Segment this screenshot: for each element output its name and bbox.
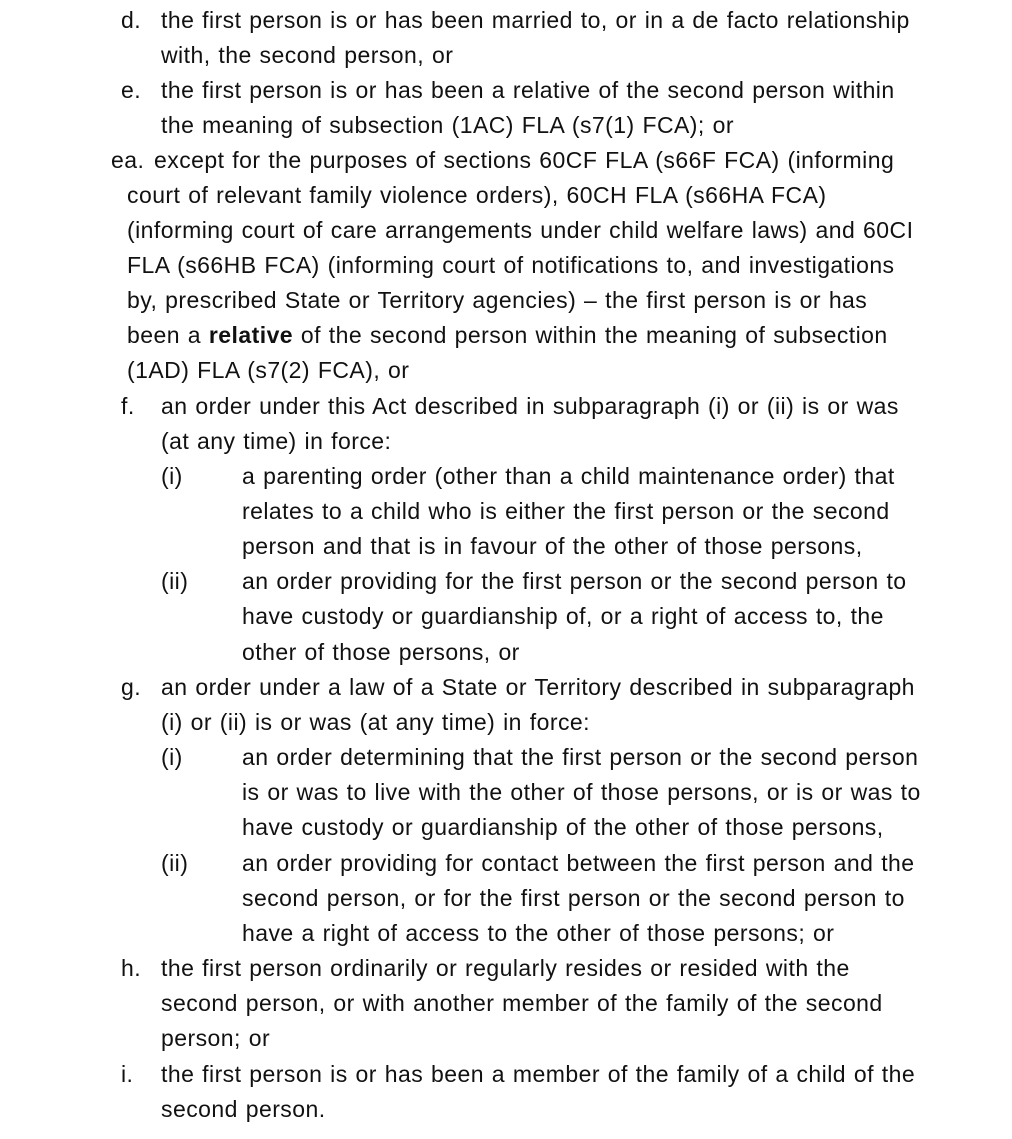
item-text-line: the meaning of subsection (1AC) FLA (s7(1) FCA); or [161, 112, 734, 138]
subitem-marker: (i) [161, 744, 183, 770]
item-text-line: (at any time) in force: [161, 428, 392, 454]
subitem-text-line: second person, or for the first person or the second person to [242, 885, 905, 911]
item-text-line: (i) or (ii) is or was (at any time) in force: [161, 709, 590, 735]
defined-term-relative: relative [208, 322, 294, 348]
subitem-text-line: an order determining that the first person or the second person [242, 744, 919, 770]
item-text-line: the first person is or has been a relative of the second person within [161, 77, 895, 103]
item-text-line: the first person is or has been married to, or in a de facto relationship [161, 7, 910, 33]
subitem-marker: (ii) [161, 568, 189, 594]
subitem-text-line: have custody or guardianship of, or a right of access to, the [242, 603, 884, 629]
subitem-text-line: have custody or guardianship of the other of those persons, [242, 814, 884, 840]
subitem-text-line: have a right of access to the other of those persons; or [242, 920, 835, 946]
item-text-line: (informing court of care arrangements under child welfare laws) and 60CI [127, 217, 914, 243]
item-text-line [127, 318, 888, 353]
item-text-line: second person. [161, 1096, 326, 1122]
subitem-text-line: relates to a child who is either the first person or the second [242, 498, 890, 524]
item-text-line: the first person ordinarily or regularly resides or resided with the [161, 955, 850, 981]
item-text-line: the first person is or has been a member of the family of a child of the [161, 1061, 916, 1087]
subitem-text-line: a parenting order (other than a child maintenance order) that [242, 463, 895, 489]
item-marker: e. [121, 77, 142, 103]
item-marker: g. [121, 674, 142, 700]
item-text-line: an order under this Act described in subparagraph (i) or (ii) is or was [161, 393, 899, 419]
subitem-text-line: is or was to live with the other of those persons, or is or was to [242, 779, 921, 805]
subitem-text-line: an order providing for contact between the first person and the [242, 850, 915, 876]
subitem-marker: (ii) [161, 850, 189, 876]
item-marker: h. [121, 955, 142, 981]
item-marker: f. [121, 393, 135, 419]
subitem-text-line: person and that is in favour of the other of those persons, [242, 533, 863, 559]
item-text-line: court of relevant family violence orders), 60CH FLA (s66HA FCA) [127, 182, 827, 208]
item-text-line: except for the purposes of sections 60CF FLA (s66F FCA) (informing [154, 147, 895, 173]
item-text-line: FLA (s66HB FCA) (informing court of notifications to, and investigations [127, 252, 895, 278]
item-text-line: second person, or with another member of the family of the second [161, 990, 883, 1016]
item-text-line: by, prescribed State or Territory agencies) – the first person is or has [127, 287, 868, 313]
text-run: been a [127, 322, 209, 348]
item-marker: ea. [111, 147, 145, 173]
item-text-line: person; or [161, 1025, 271, 1051]
item-marker: i. [121, 1061, 134, 1087]
subitem-marker: (i) [161, 463, 183, 489]
item-text-line: an order under a law of a State or Territory described in subparagraph [161, 674, 915, 700]
subitem-text-line: other of those persons, or [242, 639, 520, 665]
item-marker: d. [121, 7, 142, 33]
text-run: of the second person within the meaning of subsection [293, 322, 888, 348]
subitem-text-line: an order providing for the first person or the second person to [242, 568, 907, 594]
item-text-line: with, the second person, or [161, 42, 454, 68]
item-text-line: (1AD) FLA (s7(2) FCA), or [127, 357, 410, 383]
